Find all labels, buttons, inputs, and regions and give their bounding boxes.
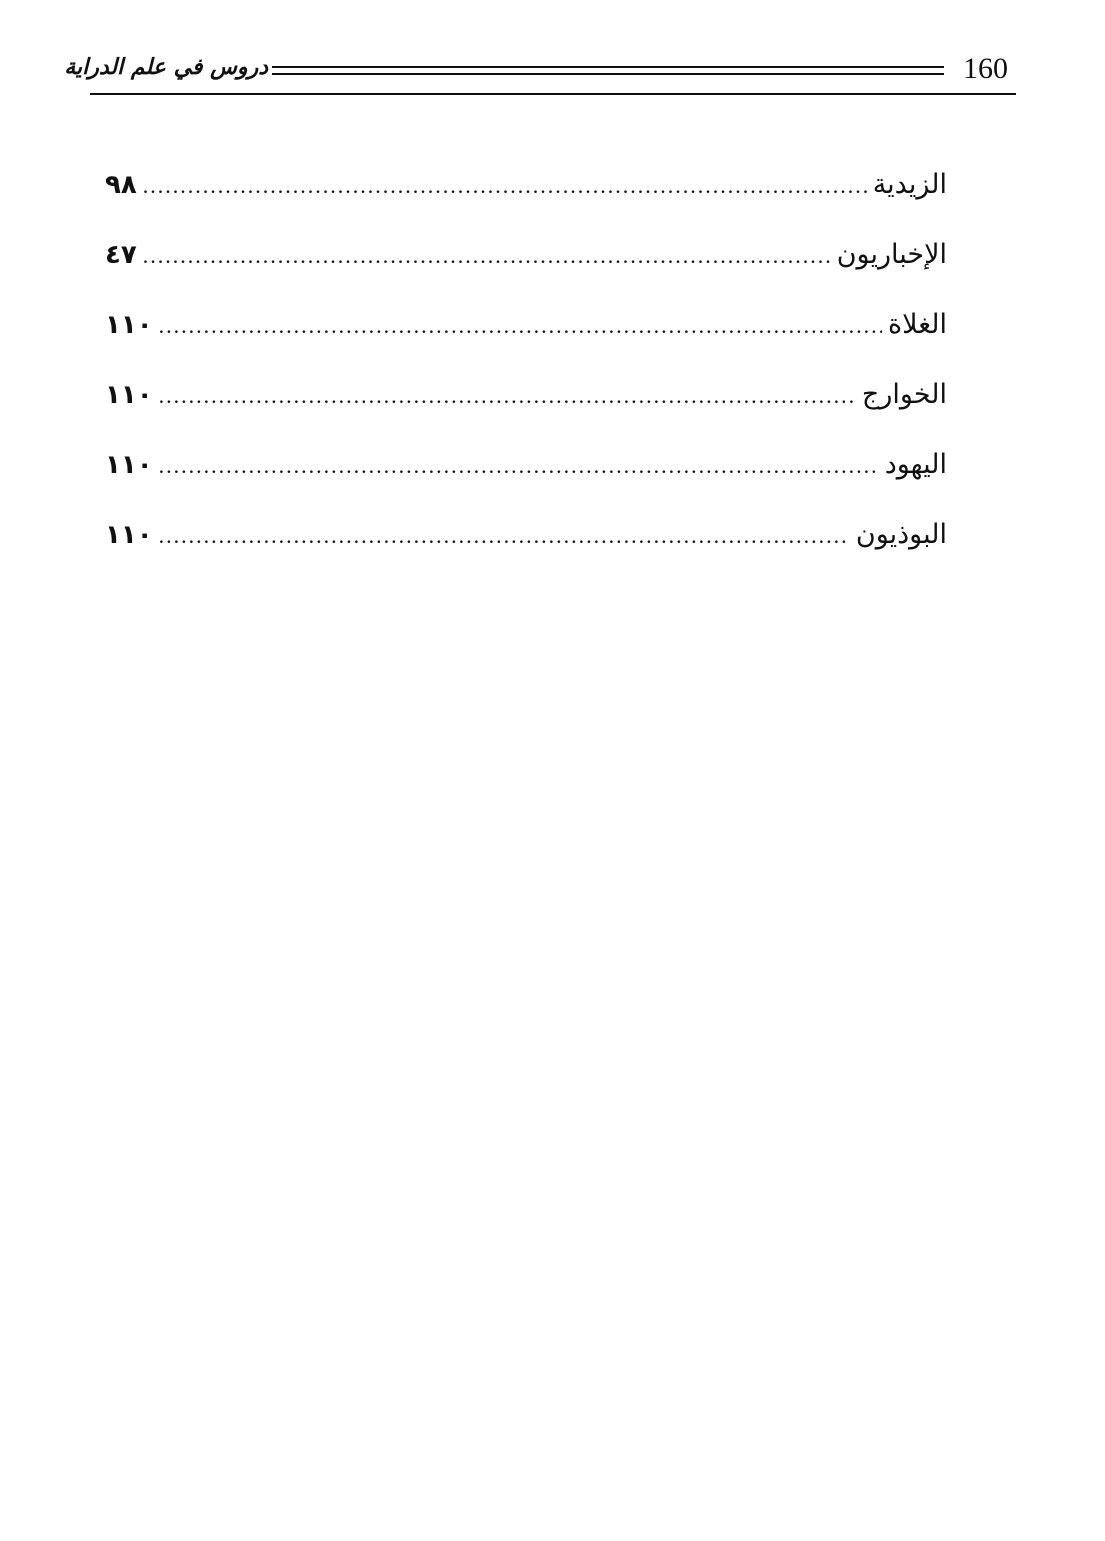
toc-entry-khawarij [105, 360, 947, 430]
toc-entry-label: الإخباريون [836, 239, 947, 270]
toc-entry-page: ١١٠ [105, 450, 153, 480]
toc-entry-page: ١١٠ [105, 310, 153, 340]
leader-dots [159, 361, 856, 431]
page-number: 160 [963, 52, 1008, 85]
toc-entry-budhiyyun [105, 500, 947, 570]
toc-entry-label: الزيدية [872, 169, 947, 200]
leader-dots [159, 291, 882, 361]
toc-entry-page: ٩٨ [105, 170, 137, 200]
toc-entry-label: الخوارج [861, 379, 947, 410]
toc-entry-page: ١١٠ [105, 380, 153, 410]
leader-dots [143, 221, 831, 291]
table-of-contents [105, 150, 947, 570]
header-rule [90, 93, 1016, 95]
toc-entry-page: ١١٠ [105, 520, 153, 550]
toc-entry-label: اليهود [884, 449, 947, 480]
toc-entry-akhbariyyun [105, 220, 947, 290]
toc-entry-yahud [105, 430, 947, 500]
toc-entry-ghulat [105, 290, 947, 360]
leader-dots [143, 151, 867, 221]
header-double-rule [272, 66, 944, 75]
toc-entry-page: ٤٧ [105, 240, 137, 270]
toc-entry-label: الغلاة [887, 309, 947, 340]
leader-dots [159, 431, 879, 501]
leader-dots [159, 501, 850, 571]
book-title: دروس في علم الدراية [64, 55, 268, 80]
toc-entry-zaydiyya [105, 150, 947, 220]
running-header [64, 40, 1016, 100]
toc-entry-label: البوذيون [855, 519, 947, 550]
